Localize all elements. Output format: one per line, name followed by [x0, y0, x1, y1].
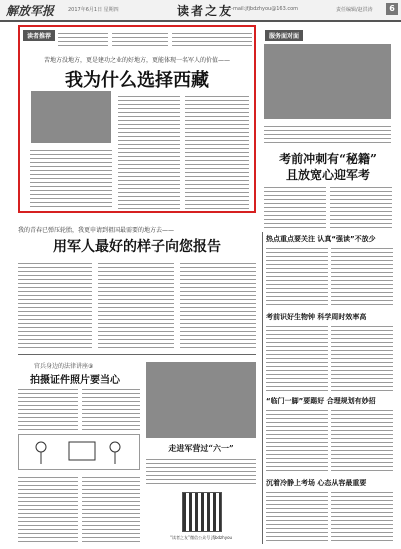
photo-guide-series: 官兵身边的法律讲座⑨	[34, 363, 94, 370]
page-number: 6	[386, 3, 398, 15]
feature-headline: 我为什么选择西藏	[65, 70, 209, 91]
cartoon-illustration	[18, 434, 140, 470]
exam-title-line2: 且放宽心迎军考	[285, 168, 370, 182]
side-heading-4: 沉着冷静上考场 心态从容最重要	[266, 479, 367, 487]
feature-intro-text-2	[112, 30, 168, 46]
side-body-2a	[266, 323, 328, 391]
side-body-4b	[331, 489, 393, 544]
photo-guide-body-2	[82, 386, 140, 430]
service-badge: 服务面对面	[265, 30, 303, 41]
divider	[18, 354, 256, 355]
header-email: E-mail:jfjbdzhyou@163.com	[228, 6, 299, 12]
feature-subtitle: 苦地方没地方，更是建功之业的好地方，更能体现一名军人的价值——	[43, 57, 230, 64]
photo-guide-title: 拍摄证件照片要当心	[30, 375, 120, 386]
side-body-3b	[331, 407, 393, 473]
photo-guide-body-3	[18, 474, 78, 544]
issue-date: 2017年6月1日 星期四	[68, 7, 119, 13]
report-body-column-2	[98, 260, 174, 350]
side-body-2b	[331, 323, 393, 391]
side-body-4a	[266, 489, 328, 544]
exam-title-line1: 考前冲刺有“秘籍”	[279, 152, 377, 166]
feature-body-column-1	[30, 147, 112, 209]
report-headline: 用军人最好的样子向您报告	[53, 239, 221, 255]
qr-code	[182, 492, 222, 532]
feature-intro-text-3	[172, 30, 252, 46]
feature-body-column-2	[118, 93, 180, 209]
feature-badge: 读者推荐	[23, 30, 55, 41]
section-title: 读者之友	[177, 4, 234, 18]
photo-guide-body-4	[82, 474, 140, 544]
side-heading-3: “临门一脚”要踢好 合理规划有妙招	[266, 397, 376, 405]
side-body-1a	[266, 245, 328, 307]
exam-body-column-2	[330, 184, 392, 228]
photo-story-caption: 走进军营过“六一”	[168, 443, 234, 453]
qr-caption: “读者之友”微信公众号 jfjbdzhyou	[169, 535, 233, 540]
side-body-1b	[331, 245, 393, 307]
exam-body-column-1	[264, 184, 326, 228]
column-divider	[262, 232, 263, 544]
report-body-column-3	[180, 260, 256, 350]
report-body-column-1	[18, 260, 92, 350]
photo-story-text	[146, 456, 256, 486]
feature-intro-text	[58, 30, 108, 46]
children-soldier-photo	[146, 362, 256, 438]
newspaper-logo: 解放军报	[6, 4, 55, 18]
feature-photo-soldier	[31, 91, 111, 143]
cartoon-figures	[19, 435, 139, 469]
side-body-3a	[266, 407, 328, 473]
header-editor: 责任编辑/赵洪涛	[336, 7, 373, 13]
report-subtitle: 我的青春已弹压轮胎，我更申请到祖国最需要的地方去——	[18, 227, 175, 234]
photo-guide-body-1	[18, 386, 78, 430]
side-heading-1: 热点重点要关注 认真“强读”不放少	[266, 235, 376, 243]
side-heading-2: 考前识好生物钟 科学周时效率高	[266, 313, 367, 321]
service-caption-text	[264, 123, 391, 143]
feature-body-column-3	[185, 93, 249, 209]
service-photo	[264, 44, 391, 119]
